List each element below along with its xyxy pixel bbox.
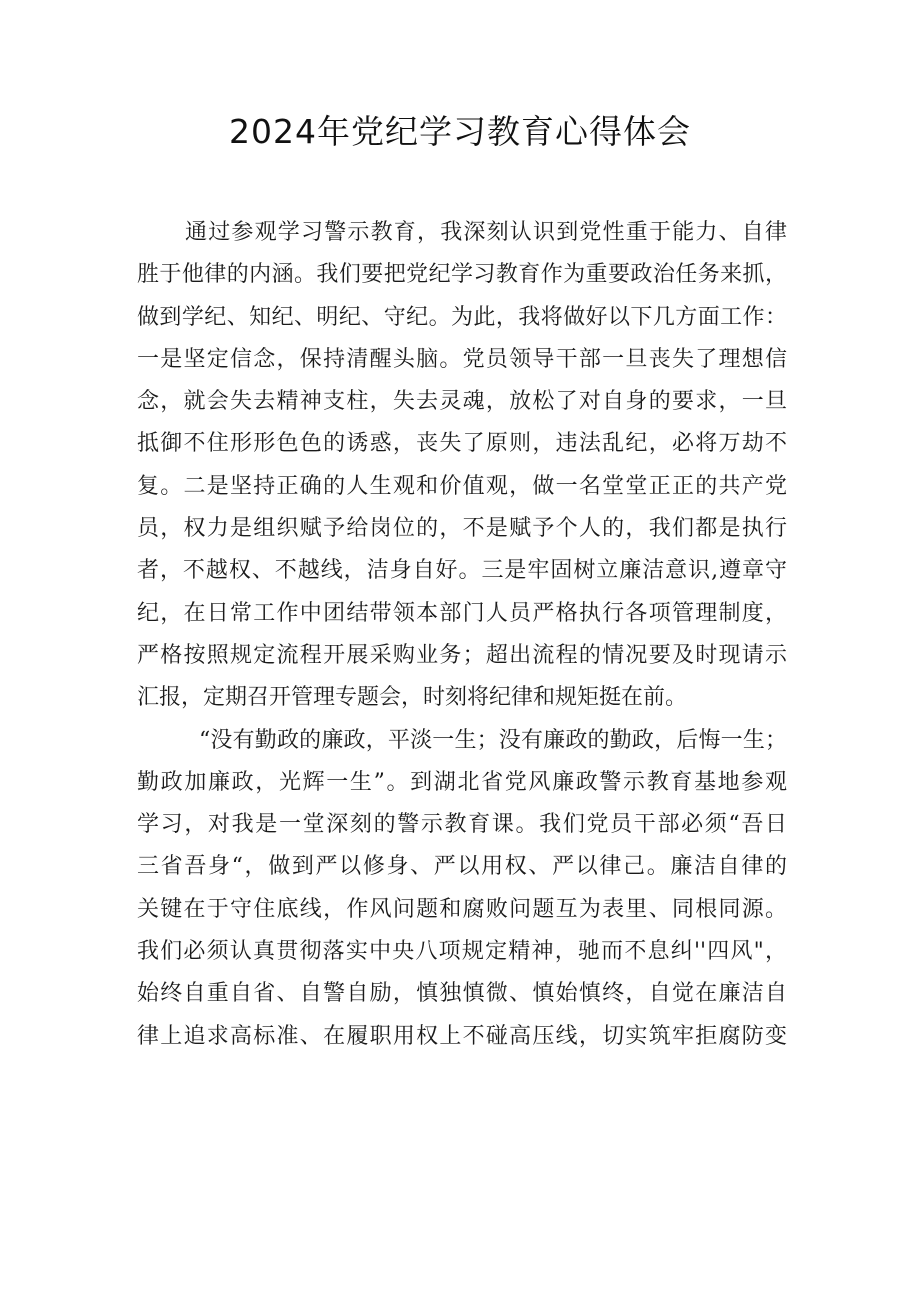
paragraph-line: 通过参观学习警示教育，我深刻认识到党性重于能力、自律	[185, 220, 787, 245]
paragraph-line: 始终自重自省、自警自励，慎独慎微、慎始慎终，自觉在廉洁自	[137, 981, 787, 1007]
paragraph-1	[137, 212, 787, 720]
paragraph-line: 抵御不住形形色色的诱惑，丧失了原则，违法乱纪，必将万劫不	[137, 431, 787, 457]
document-title: 2024年党纪学习教育心得体会	[229, 112, 691, 151]
paragraph-line: 做到学纪、知纪、明纪、守纪。为此，我将做好以下几方面工作：	[137, 304, 787, 330]
paragraph-line: 纪，在日常工作中团结带领本部门人员严格执行各项管理制度，	[137, 600, 787, 626]
paragraph-line: 复。二是坚持正确的人生观和价值观，做一名堂堂正正的共产党	[137, 473, 787, 499]
paragraph-line: 关键在于守住底线，作风问题和腐败问题互为表里、同根同源。	[137, 896, 787, 922]
document-body	[137, 212, 787, 1058]
paragraph-line: 者，不越权、不越线，洁身自好。三是牢固树立廉洁意识,遵章守	[137, 558, 787, 584]
paragraph-line: 我们必须认真贯彻落实中央八项规定精神，驰而不息纠''四风"，	[137, 939, 787, 965]
paragraph-line: 三省吾身“，做到严以修身、严以用权、严以律己。廉洁自律的	[137, 854, 787, 880]
paragraph-line: “没有勤政的廉政，平淡一生；没有廉政的勤政，后悔一生；	[199, 727, 787, 753]
paragraph-line: 员，权力是组织赋予给岗位的，不是赋予个人的，我们都是执行	[137, 516, 787, 542]
paragraph-line: 胜于他律的内涵。我们要把党纪学习教育作为重要政治任务来抓，	[137, 262, 787, 288]
paragraph-line: 律上追求高标准、在履职用权上不碰高压线，切实筑牢拒腐防变	[137, 1023, 787, 1049]
paragraph-line: 严格按照规定流程开展采购业务；超出流程的情况要及时现请示	[137, 642, 787, 668]
paragraph-line: 汇报，定期召开管理专题会，时刻将纪律和规矩挺在前。	[137, 685, 688, 711]
paragraph-line: 勤政加廉政，光辉一生”。到湖北省党风廉政警示教育基地参观	[137, 769, 787, 795]
paragraph-line: 学习，对我是一堂深刻的警示教育课。我们党员干部必须“吾日	[137, 812, 787, 838]
paragraph-2	[137, 720, 787, 1058]
paragraph-line: 一是坚定信念，保持清醒头脑。党员领导干部一旦丧失了理想信	[137, 346, 787, 372]
paragraph-line: 念，就会失去精神支柱，失去灵魂，放松了对自身的要求，一旦	[137, 389, 787, 415]
